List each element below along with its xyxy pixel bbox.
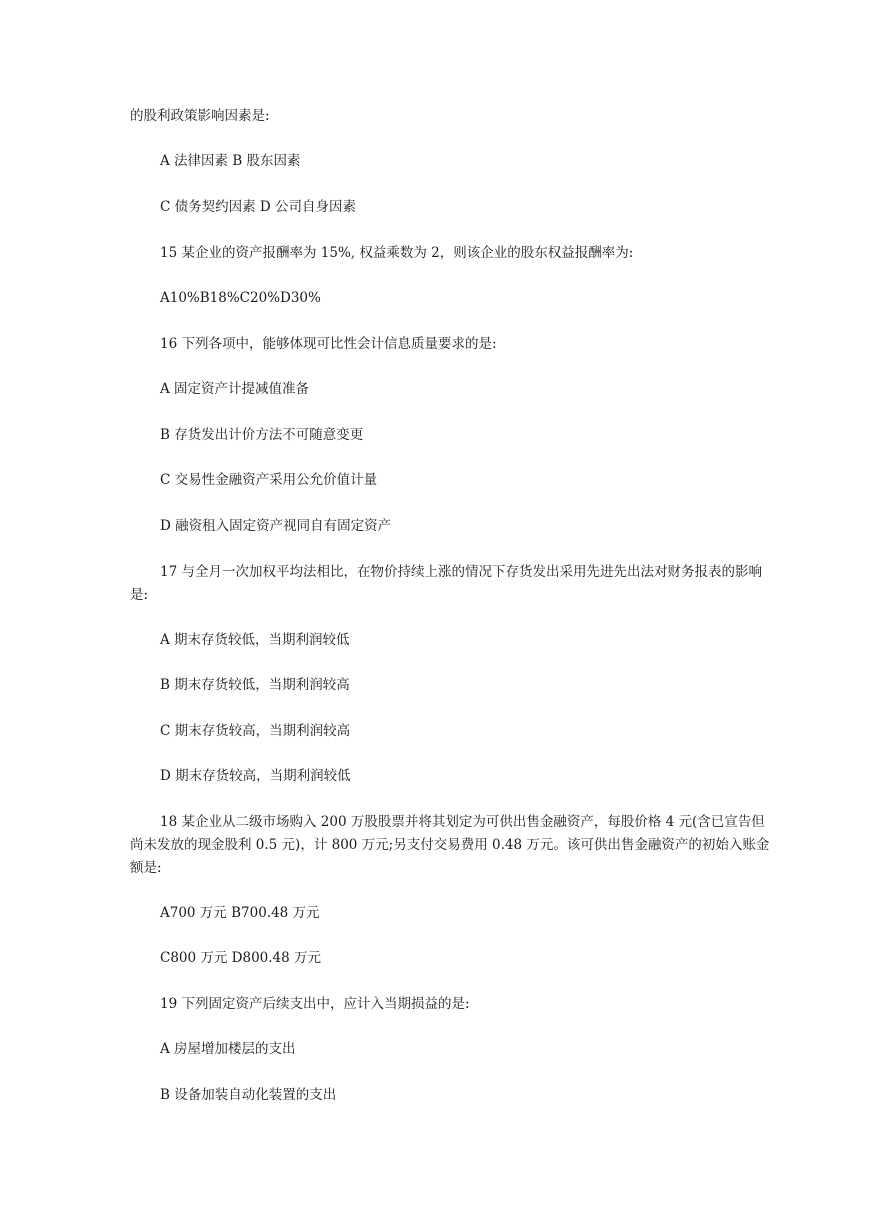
paragraph-q19-option-a: A 房屋增加楼层的支出 xyxy=(160,1041,296,1057)
paragraph-q17-option-c: C 期末存货较高，当期利润较高 xyxy=(160,723,351,739)
paragraph-q18-stem: 18 某企业从二级市场购入 200 万股股票并将其划定为可供出售金融资产，每股价格 4 元(含已宣告但尚未发放的现金股利 0.5 元)，计 800 万元;另支付交易费用 0.48 万元。该可供出售金融资产的初始入账金额是: xyxy=(130,814,770,876)
paragraph-q17-option-b: B 期末存货较低，当期利润较高 xyxy=(160,677,350,693)
paragraph-q17-stem: 17 与全月一次加权平均法相比，在物价持续上涨的情况下存货发出采用先进先出法对财务报表的影响是: xyxy=(130,564,762,603)
paragraph-q17-option-a: A 期末存货较低，当期利润较低 xyxy=(160,632,350,648)
paragraph-q15-stem: 15 某企业的资产报酬率为 15%, 权益乘数为 2，则该企业的股东权益报酬率为: xyxy=(160,245,634,261)
paragraph-q18-options-ab: A700 万元 B700.48 万元 xyxy=(160,905,320,921)
paragraph-q16-option-c: C 交易性金融资产采用公允价值计量 xyxy=(160,472,378,488)
paragraph-q19-stem: 19 下列固定资产后续支出中，应计入当期损益的是: xyxy=(160,996,470,1012)
paragraph-q14-options-cd: C 债务契约因素 D 公司自身因素 xyxy=(160,199,357,215)
paragraph-q18-options-cd: C800 万元 D800.48 万元 xyxy=(160,950,322,966)
paragraph-q16-stem: 16 下列各项中，能够体现可比性会计信息质量要求的是: xyxy=(160,336,497,352)
paragraph-q16-option-a: A 固定资产计提减值准备 xyxy=(160,381,310,397)
paragraph-q16-option-d: D 融资租入固定资产视同自有固定资产 xyxy=(160,518,392,534)
paragraph-q16-option-b: B 存货发出计价方法不可随意变更 xyxy=(160,427,364,443)
paragraph-q15-options: A10%B18%C20%D30% xyxy=(160,290,321,306)
paragraph-q14-options-ab: A 法律因素 B 股东因素 xyxy=(160,153,301,169)
paragraph-q14-stem-tail: 的股利政策影响因素是: xyxy=(130,108,270,124)
paragraph-q19-option-b: B 设备加装自动化装置的支出 xyxy=(160,1087,337,1103)
paragraph-q17-option-d: D 期末存货较高，当期利润较低 xyxy=(160,768,351,784)
